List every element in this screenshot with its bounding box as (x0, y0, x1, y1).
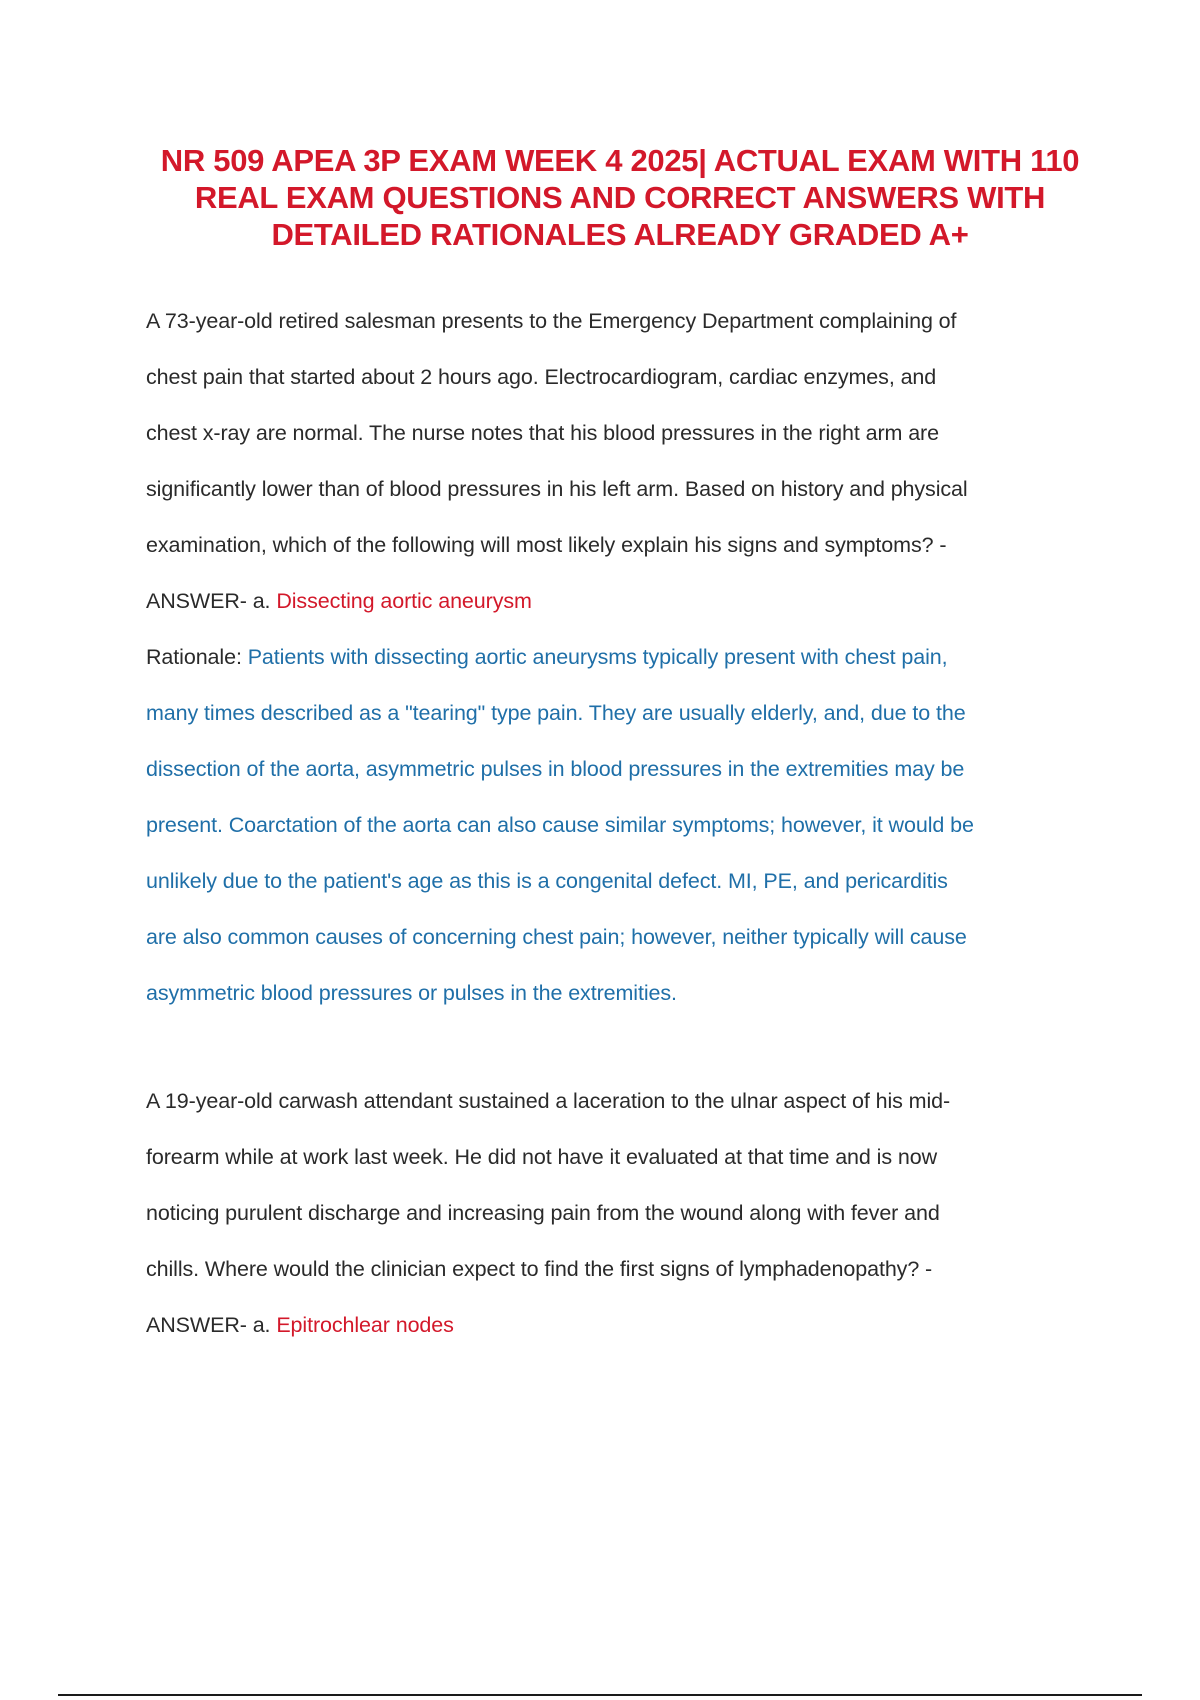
answer-prefix: ANSWER- a. (146, 1313, 277, 1337)
rationale-text: many times described as a "tearing" type pain. They are usually elderly, and, due to the (146, 701, 966, 725)
question-block-2 (146, 1073, 1106, 1353)
rationale-text: asymmetric blood pressures or pulses in the extremities. (146, 981, 677, 1005)
question-line: A 73-year-old retired salesman presents to the Emergency Department complaining of (146, 309, 957, 333)
question-line: examination, which of the following will most likely explain his signs and symptoms? - (146, 533, 947, 557)
answer-prefix: ANSWER- a. (146, 589, 277, 613)
rationale-text: Patients with dissecting aortic aneurysms typically present with chest pain, (247, 645, 948, 669)
question-line: chest x-ray are normal. The nurse notes that his blood pressures in the right arm are (146, 421, 939, 445)
title-line: REAL EXAM QUESTIONS AND CORRECT ANSWERS WITH (194, 180, 1046, 215)
title-line: NR 509 APEA 3P EXAM WEEK 4 2025| ACTUAL EXAM WITH 110 (160, 143, 1080, 178)
rationale-text: present. Coarctation of the aorta can also cause similar symptoms; however, it would be (146, 813, 974, 837)
rationale-line (146, 629, 1106, 685)
answer-text: Dissecting aortic aneurysm (276, 589, 532, 613)
question-line: significantly lower than of blood pressures in his left arm. Based on history and physical (146, 477, 968, 501)
title-line: DETAILED RATIONALES ALREADY GRADED A+ (271, 217, 969, 252)
page-bottom-rule (58, 1694, 1142, 1696)
rationale-text: unlikely due to the patient's age as this is a congenital defect. MI, PE, and pericarditis (146, 869, 948, 893)
question-line: chills. Where would the clinician expect to find the first signs of lymphadenopathy? - (146, 1257, 933, 1281)
answer-line (146, 573, 1106, 629)
answer-text: Epitrochlear nodes (276, 1313, 454, 1337)
rationale-text: are also common causes of concerning chest pain; however, neither typically will cause (146, 925, 967, 949)
question-line: forearm while at work last week. He did not have it evaluated at that time and is now (146, 1145, 937, 1169)
question-line: noticing purulent discharge and increasing pain from the wound along with fever and (146, 1201, 940, 1225)
document-title (120, 142, 1120, 253)
rationale-label: Rationale: (146, 645, 248, 669)
answer-line (146, 1297, 1106, 1353)
question-line: A 19-year-old carwash attendant sustained a laceration to the ulnar aspect of his mid- (146, 1089, 951, 1113)
question-line: chest pain that started about 2 hours ago. Electrocardiogram, cardiac enzymes, and (146, 365, 937, 389)
rationale-text: dissection of the aorta, asymmetric pulses in blood pressures in the extremities may be (146, 757, 965, 781)
question-block-1 (146, 293, 1106, 1021)
